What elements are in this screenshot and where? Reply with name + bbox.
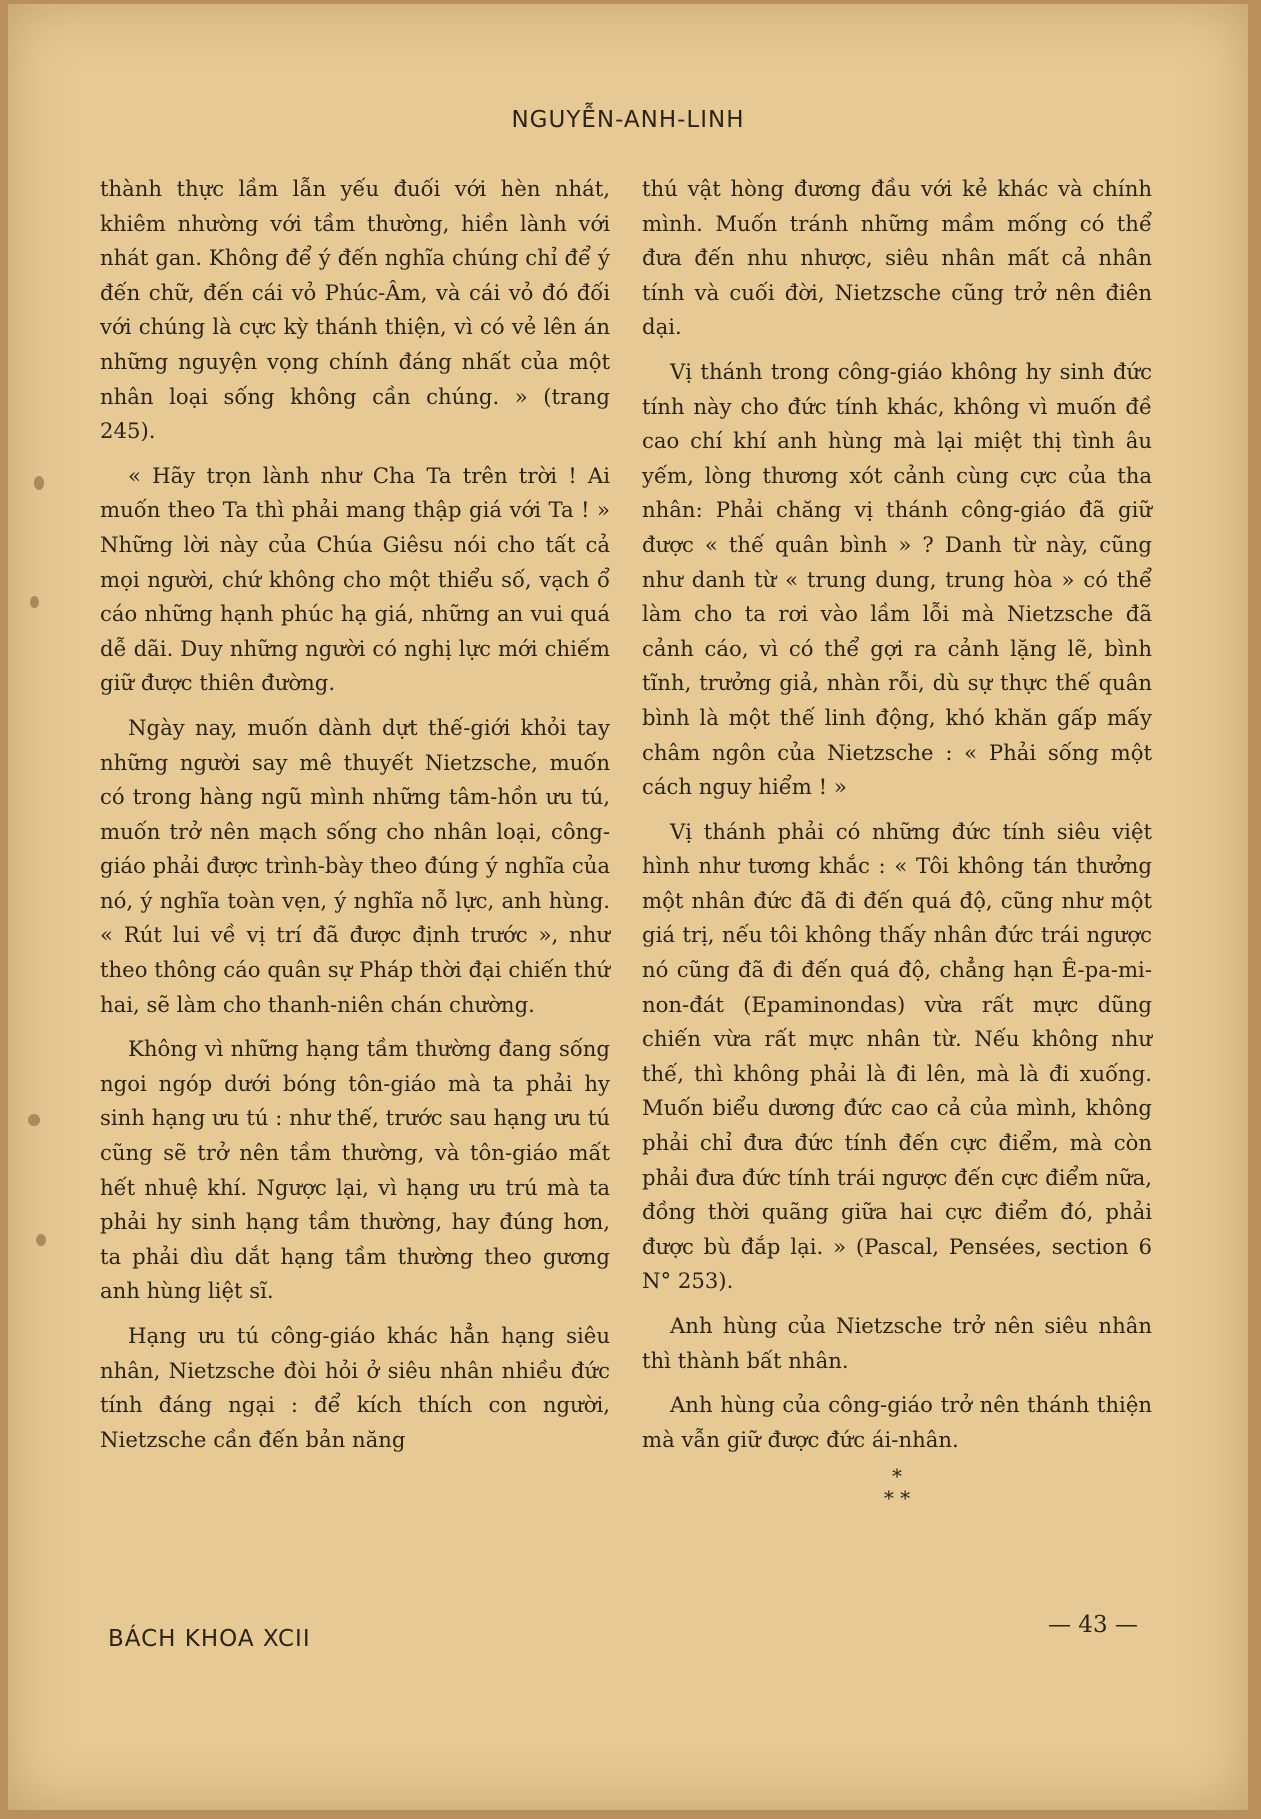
journal-footer: BÁCH KHOA XCII [108,1626,311,1652]
left-column [100,172,610,1457]
paper-stain [30,596,39,608]
section-break [642,1465,1152,1509]
paragraph: « Hãy trọn lành như Cha Ta trên trời ! Ai muốn theo Ta thì phải mang thập giá với Ta ! » Những lời này của Chúa Giêsu nói cho tất cả mọi người, chứ không cho một thiểu số, vạch ổ cáo những hạnh phúc hạ giá, những an vui quá dễ dãi. Duy những người có nghị lực mới chiếm giữ được thiên đường. [100,462,610,696]
right-column [642,172,1152,1509]
paragraph: Không vì những hạng tầm thường đang sống ngoi ngóp dưới bóng tôn-giáo mà ta phải hy sinh hạng ưu tú : như thế, trước sau hạng ưu tú cũng sẽ trở nên tầm thường, và tôn-giáo mất hết nhuệ khí. Ngược lại, vì hạng ưu trú mà ta phải hy sinh hạng tầm thường, hay đúng hơn, ta phải dìu dắt hạng tầm thường theo gương anh hùng liệt sĩ. [100,1036,610,1304]
paragraph: thành thực lầm lẫn yếu đuối với hèn nhát, khiêm nhường với tầm thường, hiền lành với nhát gan. Không để ý đến nghĩa chúng chỉ để ý đến chữ, đến cái vỏ Phúc-Âm, và cái vỏ đó đối với chúng là cực kỳ thánh thiện, vì có vẻ lên án những nguyện vọng chính đáng nhất của một nhân loại sống không cần chúng. » (trang 245). [100,176,610,444]
paragraph: Vị thánh trong công-giáo không hy sinh đức tính này cho đức tính khác, không vì muốn đề cao chí khí anh hùng mà lại miệt thị tình âu yếm, lòng thương xót cảnh cùng cực của tha nhân: Phải chăng vị thánh công-giáo đã giữ được « thế quân bình » ? Danh từ này, cũng như danh từ « trung dung, trung hòa » có thể làm cho ta rơi vào lầm lỗi mà Nietzsche đã cảnh cáo, vì có thể gợi ra cảnh lặng lẽ, bình tĩnh, trưởng giả, nhàn rỗi, dù sự thực thế quân bình là một thế linh động, khó khăn gấp mấy châm ngôn của Nietzsche : « Phải sống một cách nguy hiểm ! » [642,358,1152,800]
page-number: — 43 — [1048,1612,1138,1638]
paragraph: Anh hùng của công-giáo trở nên thánh thiện mà vẫn giữ được đức ái-nhân. [642,1392,1152,1452]
paper-stain [34,476,44,490]
asterisk-top: * [892,1464,902,1489]
paper-stain [36,1234,46,1246]
paragraph: Ngày nay, muốn dành dựt thế-giới khỏi tay những người say mê thuyết Nietzsche, muốn có trong hàng ngũ mình những tâm-hồn ưu tú, muốn trở nên mạch sống cho nhân loại, công-giáo phải được trình-bày theo đúng ý nghĩa của nó, ý nghĩa toàn vẹn, ý nghĩa nỗ lực, anh hùng. « Rút lui về vị trí đã được định trước », như theo thông cáo quân sự Pháp thời đại chiến thứ hai, sẽ làm cho thanh-niên chán chường. [100,714,610,1017]
page-sheet [8,4,1248,1810]
paragraph: Vị thánh phải có những đức tính siêu việt hình như tương khắc : « Tôi không tán thưởng một nhân đức đã đi đến quá độ, cũng như một giá trị, nếu tôi không thấy nhân đức trái ngược nó cũng đã đi đến quá độ, chẳng hạn Ê-pa-mi-non-đát (Epaminondas) vừa rất mực dũng chiến vừa rất mực nhân từ. Nếu không như thế, thì không phải là đi lên, mà là đi xuống. Muốn biểu dương đức cao cả của mình, không phải chỉ đưa đức tính đến cực điểm, mà còn phải đưa đức tính trái ngược đến cực điểm nữa, đồng thời quãng giữa hai cực điểm đó, phải được bù đắp lại. » (Pascal, Pensées, section 6 N° 253). [642,818,1153,1294]
asterisk-bottom: * * [883,1486,911,1511]
paragraph: Anh hùng của Nietzsche trở nên siêu nhân thì thành bất nhân. [642,1313,1152,1373]
paragraph: thú vật hòng đương đầu với kẻ khác và chính mình. Muốn tránh những mầm mống có thể đưa đến nhu nhược, siêu nhân mất cả nhân tính và cuối đời, Nietzsche cũng trở nên điên dại. [642,176,1152,340]
running-header: NGUYỄN-ANH-LINH [511,107,745,133]
paper-stain [28,1114,40,1126]
paragraph: Hạng ưu tú công-giáo khác hẳn hạng siêu nhân, Nietzsche đòi hỏi ở siêu nhân nhiều đức tính đáng ngại : để kích thích con người, Nietzsche cần đến bản năng [100,1323,610,1452]
